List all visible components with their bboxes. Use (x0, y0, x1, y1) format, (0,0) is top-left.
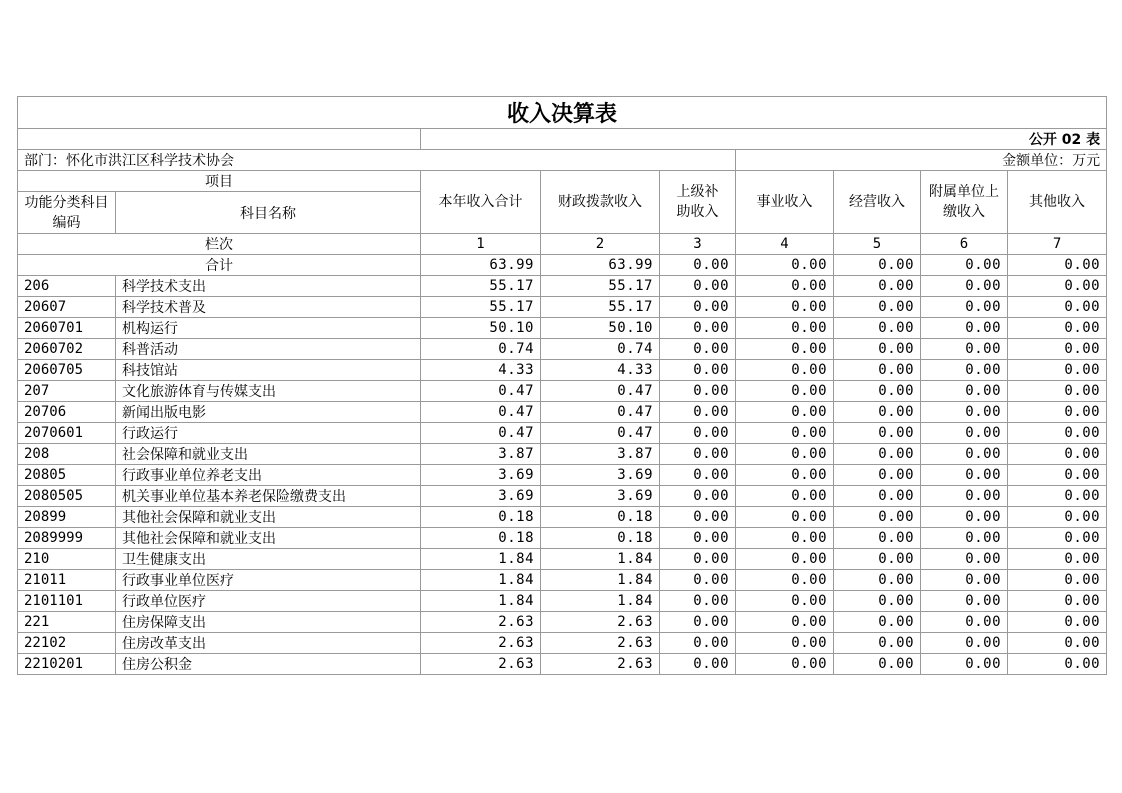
amount-cell: 0.00 (921, 570, 1008, 591)
amount-cell: 0.00 (834, 276, 921, 297)
table-row (18, 402, 1107, 423)
amount-cell: 0.00 (834, 507, 921, 528)
amount-cell: 0.00 (1008, 423, 1107, 444)
header-subject-name: 科目名称 (116, 192, 421, 234)
column-number: 4 (736, 234, 834, 255)
amount-cell: 0.47 (421, 381, 541, 402)
header-superior: 上级补助收入 (660, 171, 736, 234)
column-number: 5 (834, 234, 921, 255)
amount-cell: 0.00 (660, 423, 736, 444)
amount-cell: 0.00 (921, 423, 1008, 444)
func-code-cell: 20899 (18, 507, 116, 528)
income-statement-sheet (17, 96, 1106, 675)
table-row (18, 570, 1107, 591)
amount-cell: 0.00 (1008, 591, 1107, 612)
amount-cell: 0.00 (921, 339, 1008, 360)
header-total: 本年收入合计 (421, 171, 541, 234)
amount-cell: 3.87 (421, 444, 541, 465)
amount-cell: 0.00 (834, 381, 921, 402)
amount-cell: 0.00 (660, 465, 736, 486)
amount-cell: 0.00 (736, 486, 834, 507)
table-row (18, 486, 1107, 507)
amount-cell: 3.69 (541, 465, 660, 486)
table-row (18, 654, 1107, 675)
func-code-cell: 20607 (18, 297, 116, 318)
amount-cell: 0.00 (736, 297, 834, 318)
unit-label: 金额单位：万元 (736, 150, 1107, 171)
amount-cell: 0.47 (541, 402, 660, 423)
amount-cell: 0.00 (921, 465, 1008, 486)
amount-cell: 0.00 (660, 528, 736, 549)
amount-cell: 55.17 (541, 276, 660, 297)
amount-cell: 0.00 (1008, 549, 1107, 570)
header-item: 项目 (18, 171, 421, 192)
header-other: 其他收入 (1008, 171, 1107, 234)
column-number-label: 栏次 (18, 234, 421, 255)
amount-cell: 0.00 (921, 549, 1008, 570)
total-value: 0.00 (660, 255, 736, 276)
amount-cell: 0.00 (1008, 486, 1107, 507)
amount-cell: 1.84 (421, 549, 541, 570)
amount-cell: 0.00 (736, 339, 834, 360)
amount-cell: 0.00 (1008, 633, 1107, 654)
amount-cell: 50.10 (541, 318, 660, 339)
table-row (18, 465, 1107, 486)
header-func-code: 功能分类科目编码 (18, 192, 116, 234)
amount-cell: 0.00 (921, 318, 1008, 339)
amount-cell: 2.63 (541, 654, 660, 675)
subject-name-cell: 科技馆站 (116, 360, 421, 381)
amount-cell: 0.00 (921, 612, 1008, 633)
subject-name-cell: 其他社会保障和就业支出 (116, 507, 421, 528)
table-row (18, 339, 1107, 360)
amount-cell: 0.00 (736, 381, 834, 402)
amount-cell: 0.00 (834, 570, 921, 591)
amount-cell: 0.74 (421, 339, 541, 360)
amount-cell: 4.33 (541, 360, 660, 381)
subject-name-cell: 科学技术普及 (116, 297, 421, 318)
amount-cell: 0.00 (660, 549, 736, 570)
func-code-cell: 20706 (18, 402, 116, 423)
amount-cell: 0.00 (1008, 570, 1107, 591)
amount-cell: 0.00 (921, 381, 1008, 402)
subject-name-cell: 科普活动 (116, 339, 421, 360)
total-row (18, 255, 1107, 276)
amount-cell: 0.00 (1008, 465, 1107, 486)
func-code-cell: 2210201 (18, 654, 116, 675)
amount-cell: 3.69 (541, 486, 660, 507)
amount-cell: 0.00 (736, 591, 834, 612)
amount-cell: 3.69 (421, 465, 541, 486)
amount-cell: 2.63 (421, 612, 541, 633)
func-code-cell: 2101101 (18, 591, 116, 612)
func-code-cell: 2060701 (18, 318, 116, 339)
amount-cell: 0.00 (921, 276, 1008, 297)
page-title: 收入决算表 (18, 97, 1107, 129)
amount-cell: 0.74 (541, 339, 660, 360)
total-value: 63.99 (421, 255, 541, 276)
amount-cell: 0.00 (834, 633, 921, 654)
table-row (18, 612, 1107, 633)
subject-name-cell: 行政运行 (116, 423, 421, 444)
amount-cell: 0.47 (421, 402, 541, 423)
column-number: 1 (421, 234, 541, 255)
amount-cell: 0.00 (660, 297, 736, 318)
amount-cell: 0.00 (834, 423, 921, 444)
subject-name-cell: 住房改革支出 (116, 633, 421, 654)
total-value: 0.00 (736, 255, 834, 276)
column-number: 6 (921, 234, 1008, 255)
amount-cell: 0.00 (921, 507, 1008, 528)
column-number: 3 (660, 234, 736, 255)
blank-cell (18, 129, 421, 150)
amount-cell: 0.00 (660, 570, 736, 591)
total-value: 0.00 (834, 255, 921, 276)
subject-name-cell: 行政单位医疗 (116, 591, 421, 612)
amount-cell: 0.18 (421, 507, 541, 528)
amount-cell: 0.00 (660, 654, 736, 675)
amount-cell: 55.17 (421, 297, 541, 318)
amount-cell: 2.63 (421, 633, 541, 654)
func-code-cell: 21011 (18, 570, 116, 591)
amount-cell: 4.33 (421, 360, 541, 381)
table-row (18, 633, 1107, 654)
amount-cell: 0.00 (1008, 612, 1107, 633)
amount-cell: 0.00 (834, 465, 921, 486)
subject-name-cell: 住房保障支出 (116, 612, 421, 633)
amount-cell: 3.87 (541, 444, 660, 465)
func-code-cell: 208 (18, 444, 116, 465)
func-code-cell: 207 (18, 381, 116, 402)
func-code-cell: 2060705 (18, 360, 116, 381)
table-row (18, 591, 1107, 612)
amount-cell: 0.00 (1008, 444, 1107, 465)
amount-cell: 0.00 (921, 486, 1008, 507)
func-code-cell: 206 (18, 276, 116, 297)
amount-cell: 0.18 (541, 528, 660, 549)
amount-cell: 55.17 (541, 297, 660, 318)
amount-cell: 0.00 (736, 276, 834, 297)
amount-cell: 0.00 (1008, 276, 1107, 297)
amount-cell: 0.00 (660, 402, 736, 423)
amount-cell: 0.00 (834, 612, 921, 633)
amount-cell: 0.00 (736, 633, 834, 654)
func-code-cell: 22102 (18, 633, 116, 654)
amount-cell: 0.00 (1008, 381, 1107, 402)
amount-cell: 2.63 (541, 633, 660, 654)
func-code-cell: 210 (18, 549, 116, 570)
amount-cell: 0.18 (541, 507, 660, 528)
amount-cell: 0.00 (660, 591, 736, 612)
amount-cell: 0.00 (660, 507, 736, 528)
subject-name-cell: 社会保障和就业支出 (116, 444, 421, 465)
table-row (18, 549, 1107, 570)
amount-cell: 0.00 (834, 360, 921, 381)
amount-cell: 0.00 (834, 528, 921, 549)
amount-cell: 0.00 (660, 318, 736, 339)
table-row (18, 507, 1107, 528)
amount-cell: 50.10 (421, 318, 541, 339)
amount-cell: 0.00 (736, 402, 834, 423)
amount-cell: 0.00 (834, 444, 921, 465)
subject-name-cell: 科学技术支出 (116, 276, 421, 297)
amount-cell: 0.00 (660, 633, 736, 654)
subject-name-cell: 新闻出版电影 (116, 402, 421, 423)
amount-cell: 0.00 (660, 360, 736, 381)
amount-cell: 0.00 (1008, 318, 1107, 339)
header-fiscal: 财政拨款收入 (541, 171, 660, 234)
amount-cell: 0.00 (660, 486, 736, 507)
amount-cell: 1.84 (421, 591, 541, 612)
amount-cell: 0.00 (921, 297, 1008, 318)
amount-cell: 0.00 (1008, 528, 1107, 549)
amount-cell: 0.47 (541, 381, 660, 402)
amount-cell: 0.00 (1008, 654, 1107, 675)
amount-cell: 0.00 (1008, 339, 1107, 360)
subject-name-cell: 其他社会保障和就业支出 (116, 528, 421, 549)
amount-cell: 2.63 (541, 612, 660, 633)
func-code-cell: 20805 (18, 465, 116, 486)
amount-cell: 0.00 (834, 297, 921, 318)
amount-cell: 0.00 (1008, 360, 1107, 381)
table-row (18, 360, 1107, 381)
amount-cell: 0.00 (736, 444, 834, 465)
subject-name-cell: 卫生健康支出 (116, 549, 421, 570)
amount-cell: 55.17 (421, 276, 541, 297)
header-affiliated: 附属单位上缴收入 (921, 171, 1008, 234)
amount-cell: 0.00 (736, 612, 834, 633)
table-row (18, 381, 1107, 402)
amount-cell: 1.84 (421, 570, 541, 591)
amount-cell: 1.84 (541, 570, 660, 591)
amount-cell: 0.00 (834, 486, 921, 507)
amount-cell: 0.00 (921, 591, 1008, 612)
amount-cell: 0.00 (921, 402, 1008, 423)
func-code-cell: 2070601 (18, 423, 116, 444)
amount-cell: 0.00 (660, 276, 736, 297)
subject-name-cell: 行政事业单位医疗 (116, 570, 421, 591)
amount-cell: 0.00 (736, 423, 834, 444)
amount-cell: 0.00 (1008, 507, 1107, 528)
header-business: 事业收入 (736, 171, 834, 234)
amount-cell: 0.00 (921, 360, 1008, 381)
table-row (18, 297, 1107, 318)
total-value: 63.99 (541, 255, 660, 276)
table-row (18, 423, 1107, 444)
amount-cell: 0.00 (1008, 297, 1107, 318)
form-code: 公开 02 表 (421, 129, 1107, 150)
subject-name-cell: 行政事业单位养老支出 (116, 465, 421, 486)
header-operating: 经营收入 (834, 171, 921, 234)
amount-cell: 2.63 (421, 654, 541, 675)
func-code-cell: 2089999 (18, 528, 116, 549)
amount-cell: 0.00 (834, 549, 921, 570)
amount-cell: 0.00 (736, 570, 834, 591)
total-value: 0.00 (1008, 255, 1107, 276)
amount-cell: 1.84 (541, 591, 660, 612)
subject-name-cell: 机构运行 (116, 318, 421, 339)
amount-cell: 0.00 (921, 444, 1008, 465)
subject-name-cell: 住房公积金 (116, 654, 421, 675)
amount-cell: 0.00 (736, 528, 834, 549)
table-row (18, 444, 1107, 465)
amount-cell: 0.00 (921, 654, 1008, 675)
amount-cell: 0.47 (421, 423, 541, 444)
column-number: 2 (541, 234, 660, 255)
func-code-cell: 2060702 (18, 339, 116, 360)
amount-cell: 0.18 (421, 528, 541, 549)
amount-cell: 0.00 (660, 339, 736, 360)
amount-cell: 0.00 (736, 318, 834, 339)
amount-cell: 0.00 (736, 507, 834, 528)
income-table (17, 96, 1107, 675)
amount-cell: 1.84 (541, 549, 660, 570)
table-row (18, 528, 1107, 549)
amount-cell: 0.00 (921, 633, 1008, 654)
table-row (18, 276, 1107, 297)
subject-name-cell: 机关事业单位基本养老保险缴费支出 (116, 486, 421, 507)
amount-cell: 0.00 (660, 381, 736, 402)
amount-cell: 0.00 (736, 465, 834, 486)
amount-cell: 0.00 (834, 591, 921, 612)
amount-cell: 0.00 (1008, 402, 1107, 423)
amount-cell: 0.00 (660, 444, 736, 465)
amount-cell: 0.00 (834, 318, 921, 339)
table-row (18, 318, 1107, 339)
department-label: 部门：怀化市洪江区科学技术协会 (18, 150, 736, 171)
amount-cell: 3.69 (421, 486, 541, 507)
amount-cell: 0.47 (541, 423, 660, 444)
amount-cell: 0.00 (736, 360, 834, 381)
amount-cell: 0.00 (834, 339, 921, 360)
amount-cell: 0.00 (736, 549, 834, 570)
total-label: 合计 (18, 255, 421, 276)
amount-cell: 0.00 (921, 528, 1008, 549)
func-code-cell: 221 (18, 612, 116, 633)
amount-cell: 0.00 (736, 654, 834, 675)
subject-name-cell: 文化旅游体育与传媒支出 (116, 381, 421, 402)
amount-cell: 0.00 (834, 654, 921, 675)
amount-cell: 0.00 (660, 612, 736, 633)
func-code-cell: 2080505 (18, 486, 116, 507)
column-number: 7 (1008, 234, 1107, 255)
amount-cell: 0.00 (834, 402, 921, 423)
total-value: 0.00 (921, 255, 1008, 276)
